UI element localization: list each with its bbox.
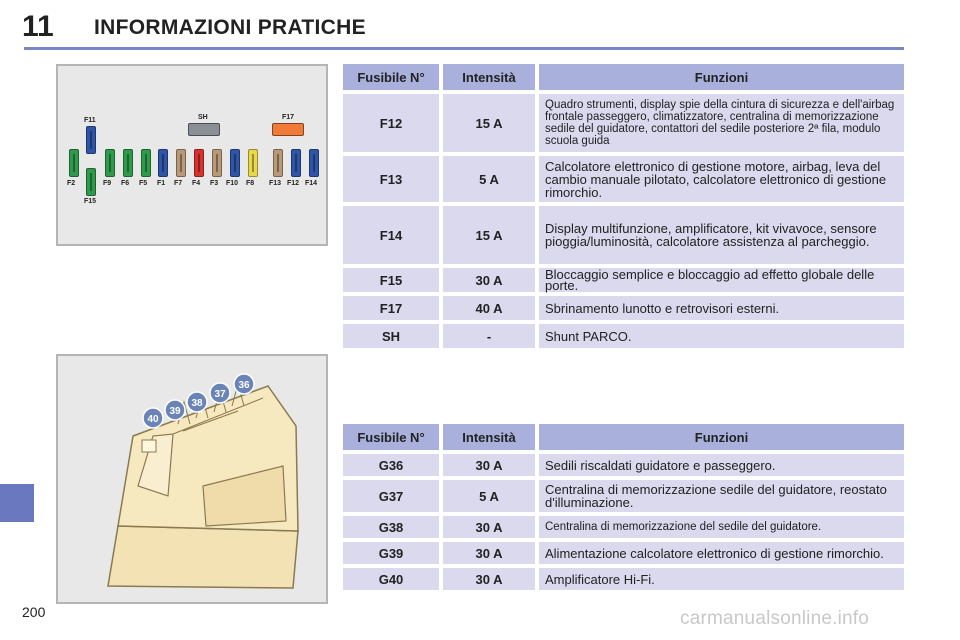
fuse-number: SH xyxy=(343,324,439,348)
fuse-f2 xyxy=(69,149,79,177)
header-functions: Funzioni xyxy=(539,64,904,90)
fuse-f4 xyxy=(194,149,204,177)
fuse-f13 xyxy=(273,149,283,177)
table-row xyxy=(343,268,904,292)
fuse-label-f1: F1 xyxy=(157,180,166,187)
fuse-intensity: 30 A xyxy=(443,268,535,292)
table-row xyxy=(343,480,904,512)
fuse-intensity: - xyxy=(443,324,535,348)
fuse-number: G37 xyxy=(343,480,439,512)
fuse-number: G36 xyxy=(343,454,439,476)
header-rule xyxy=(24,47,904,50)
table-header-row xyxy=(343,64,904,90)
fuse-number: G39 xyxy=(343,542,439,564)
fuse-intensity: 30 A xyxy=(443,568,535,590)
fuse-table-1 xyxy=(343,64,904,352)
fuse-label-f2: F2 xyxy=(67,180,76,187)
fuse-number: F15 xyxy=(343,268,439,292)
page-number: 200 xyxy=(22,604,46,620)
header-intensity: Intensità xyxy=(443,64,535,90)
fuse-f17 xyxy=(272,123,304,136)
fuse-label-f10: F10 xyxy=(226,180,239,187)
fuse-function: Shunt PARCO. xyxy=(539,324,904,348)
relay-label-37: 37 xyxy=(214,389,226,400)
table-row xyxy=(343,94,904,152)
relay-label-36: 36 xyxy=(238,380,250,391)
fuse-function: Centralina di memorizzazione del sedile del guidatore. xyxy=(539,516,904,538)
fuse-function: Display multifunzione, amplificatore, kit vivavoce, sensore pioggia/luminosità, calcolatore assistenza al parcheggio. xyxy=(539,206,904,264)
header-fuse-number: Fusibile N° xyxy=(343,424,439,450)
fuse-function: Alimentazione calcolatore elettronico di gestione rimorchio. xyxy=(539,542,904,564)
fuse-function: Sedili riscaldati guidatore e passeggero. xyxy=(539,454,904,476)
fuse-f8 xyxy=(248,149,258,177)
fuse-box-figure xyxy=(56,64,328,246)
header-intensity: Intensità xyxy=(443,424,535,450)
table-row xyxy=(343,454,904,476)
table-row xyxy=(343,156,904,202)
relay-label-40: 40 xyxy=(147,414,159,425)
fuse-function: Centralina di memorizzazione sedile del guidatore, reostato d'illuminazione. xyxy=(539,480,904,512)
fuse-label-f5: F5 xyxy=(139,180,148,187)
fuse-number: F13 xyxy=(343,156,439,202)
fuse-f14 xyxy=(309,149,319,177)
fuse-function: Quadro strumenti, display spie della cintura di sicurezza e dell'airbag frontale passeggero, climatizzatore, centralina di memorizzazione sedile del guidatore, contattori del sedile posteriore 2ª fila, modulo scuola guida xyxy=(539,94,904,152)
table-row xyxy=(343,324,904,348)
fuse-f12 xyxy=(291,149,301,177)
fuse-intensity: 30 A xyxy=(443,516,535,538)
fuse-intensity: 5 A xyxy=(443,480,535,512)
fuse-intensity: 30 A xyxy=(443,454,535,476)
header-functions: Funzioni xyxy=(539,424,904,450)
fuse-f5 xyxy=(141,149,151,177)
table-row xyxy=(343,516,904,538)
table-header-row xyxy=(343,424,904,450)
relay-box-illustration xyxy=(58,356,326,602)
fuse-label-f9: F9 xyxy=(103,180,112,187)
fuse-number: F17 xyxy=(343,296,439,320)
header-fuse-number: Fusibile N° xyxy=(343,64,439,90)
fuse-number: G38 xyxy=(343,516,439,538)
fuse-f7 xyxy=(176,149,186,177)
table-row xyxy=(343,206,904,264)
fuse-label-f13: F13 xyxy=(269,180,282,187)
fuse-label-f3: F3 xyxy=(210,180,219,187)
fuse-number: F12 xyxy=(343,94,439,152)
fuse-label-f11: F11 xyxy=(84,117,96,124)
fuse-function: Bloccaggio semplice e bloccaggio ad effetto globale delle porte. xyxy=(539,268,904,292)
fuse-label-f14: F14 xyxy=(305,180,318,187)
fuse-intensity: 15 A xyxy=(443,206,535,264)
fuse-f1 xyxy=(158,149,168,177)
fuse-f3 xyxy=(212,149,222,177)
relay-label-39: 39 xyxy=(169,406,181,417)
table-row xyxy=(343,296,904,320)
fuse-intensity: 5 A xyxy=(443,156,535,202)
fuse-label-f4: F4 xyxy=(192,180,201,187)
fuse-function: Sbrinamento lunotto e retrovisori esterni. xyxy=(539,296,904,320)
watermark: carmanualsonline.info xyxy=(680,608,870,629)
fuse-number: G40 xyxy=(343,568,439,590)
fuse-intensity: 15 A xyxy=(443,94,535,152)
fuse-f11 xyxy=(86,126,96,154)
table-row xyxy=(343,542,904,564)
table-row xyxy=(343,568,904,590)
fuse-intensity: 40 A xyxy=(443,296,535,320)
fuse-label-sh: SH xyxy=(198,114,208,121)
fuse-function: Calcolatore elettronico di gestione motore, airbag, leva del cambio manuale pilotato, calcolatore elettronico di gestione rimorchio. xyxy=(539,156,904,202)
fuse-label-f8: F8 xyxy=(246,180,255,187)
fuse-f15 xyxy=(86,168,96,196)
chapter-number: 11 xyxy=(22,10,54,43)
page-title: INFORMAZIONI PRATICHE xyxy=(94,16,366,39)
relay-label-38: 38 xyxy=(191,398,203,409)
fuse-label-f17: F17 xyxy=(282,114,295,121)
fuse-f9 xyxy=(105,149,115,177)
fuse-number: F14 xyxy=(343,206,439,264)
fuse-f10 xyxy=(230,149,240,177)
shunt-sh xyxy=(188,123,220,136)
fuse-function: Amplificatore Hi-Fi. xyxy=(539,568,904,590)
fuse-f6 xyxy=(123,149,133,177)
chapter-side-tab[interactable] xyxy=(0,484,34,522)
fuse-label-f15: F15 xyxy=(84,198,97,205)
fuse-label-f12: F12 xyxy=(287,180,300,187)
fuse-label-f6: F6 xyxy=(121,180,130,187)
fuse-intensity: 30 A xyxy=(443,542,535,564)
relay-box-figure xyxy=(56,354,328,604)
fuse-label-f7: F7 xyxy=(174,180,183,187)
fuse-table-2 xyxy=(343,424,904,594)
